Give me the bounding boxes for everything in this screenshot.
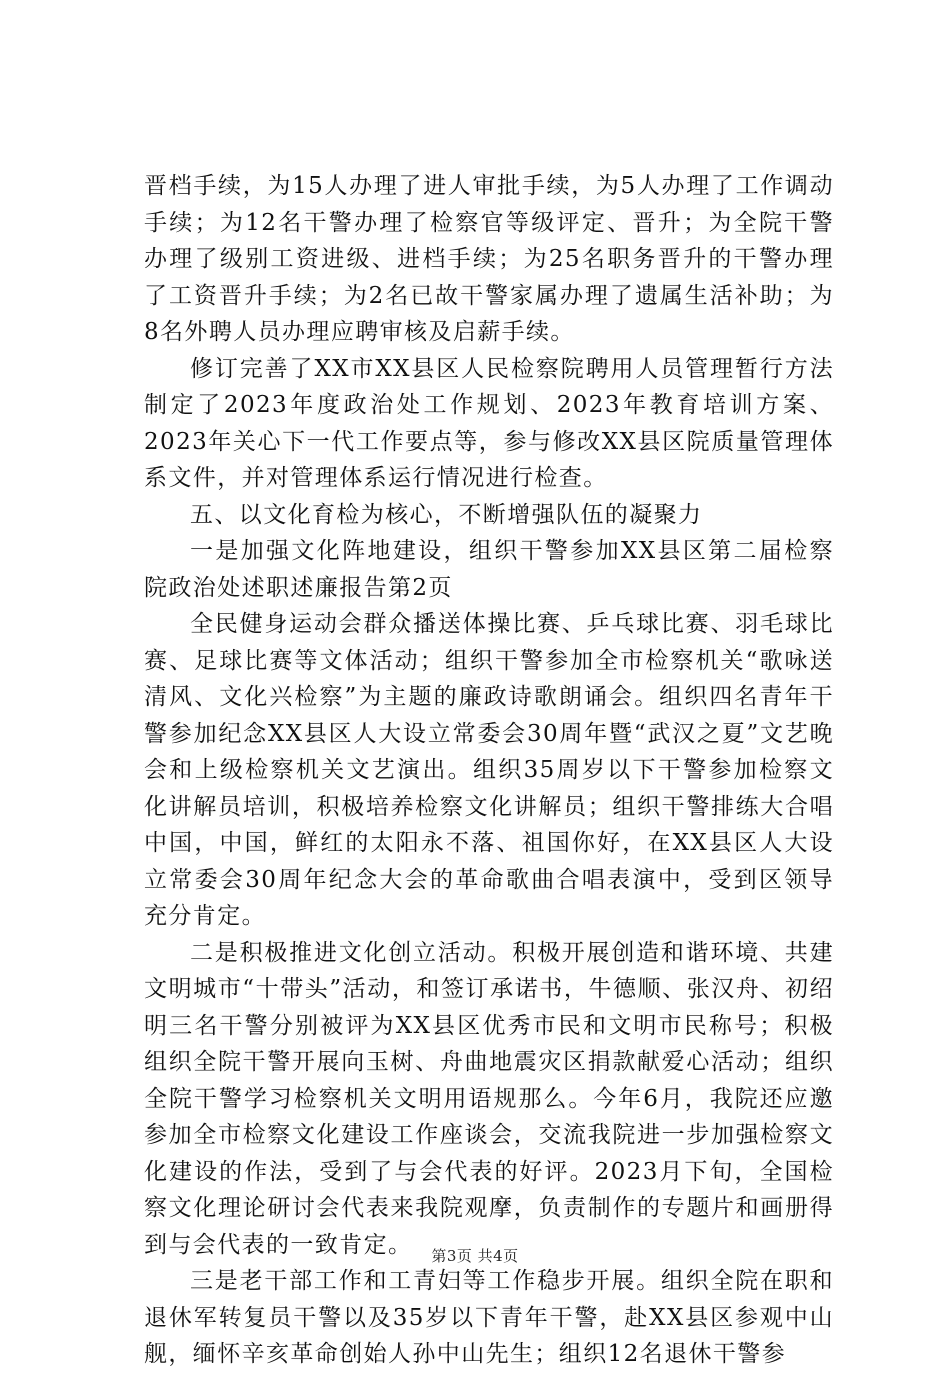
paragraph-retired-cadres: 三是老干部工作和工青妇等工作稳步开展。组织全院在职和退休军转复员干警以及35岁以下青年干警，赴XX县区参观中山舰，缅怀辛亥革命创始人孙中山先生；组织12名退休干警参 — [144, 1268, 834, 1367]
paragraph-personnel-procedures: 晋档手续，为15人办理了进人审批手续，为5人办理了工作调动手续；为12名干警办理了检察官等级评定、晋升；为全院干警办理了级别工资进级、进档手续；为25名职务晋升的干警办理了工资晋升手续；为2名已故干警家属办理了遗属生活补助；为8名外聘人员办理应聘审核及启薪手续。 — [144, 173, 834, 345]
paragraph-sports-activities: 全民健身运动会群众播送体操比赛、乒乓球比赛、羽毛球比赛、足球比赛等文体活动；组织干警参加全市检察机关“歌咏送清风、文化兴检察”为主题的廉政诗歌朗诵会。组织四名青年干警参加纪念XX县区人大设立常委会30周年暨“武汉之夏”文艺晚会和上级检察机关文艺演出。组织35周岁以下干警参加检察文化讲解员培训，积极培养检察文化讲解员；组织干警排练大合唱中国，中国，鲜红的太阳永不落、祖国你好，在XX县区人大设立常委会30周年纪念大会的革命歌曲合唱表演中，受到区领导充分肯定。 — [144, 611, 834, 929]
body-text — [144, 168, 834, 1373]
paragraph-culture-position: 一是加强文化阵地建设，组织干警参加XX县区第二届检察院政治处述职述廉报告第2页 — [144, 538, 834, 601]
section-heading-culture: 五、以文化育检为核心，不断增强队伍的凝聚力 — [190, 501, 703, 528]
paragraph-culture-creation: 二是积极推进文化创立活动。积极开展创造和谐环境、共建文明城市“十带头”活动，和签订承诺书，牛德顺、张汉舟、初绍明三名干警分别被评为XX县区优秀市民和文明市民称号；积极组织全院干警开展向玉树、舟曲地震灾区捐款献爱心活动；组织全院干警学习检察机关文明用语规那么。今年6月，我院还应邀参加全市检察文化建设工作座谈会，交流我院进一步加强检察文化建设的作法，受到了与会代表的好评。2023月下旬，全国检察文化理论研讨会代表来我院观摩，负责制作的专题片和画册得到与会代表的一致肯定。 — [144, 939, 834, 1258]
page-number-footer: 第3页 共4页 — [431, 1247, 519, 1265]
paragraph-regulations-revision: 修订完善了XX市XX县区人民检察院聘用人员管理暂行方法制定了2023年度政治处工作规划、2023年教育培训方案、2023年关心下一代工作要点等，参与修改XX县区院质量管理体系文件，并对管理体系运行情况进行检查。 — [144, 355, 834, 491]
